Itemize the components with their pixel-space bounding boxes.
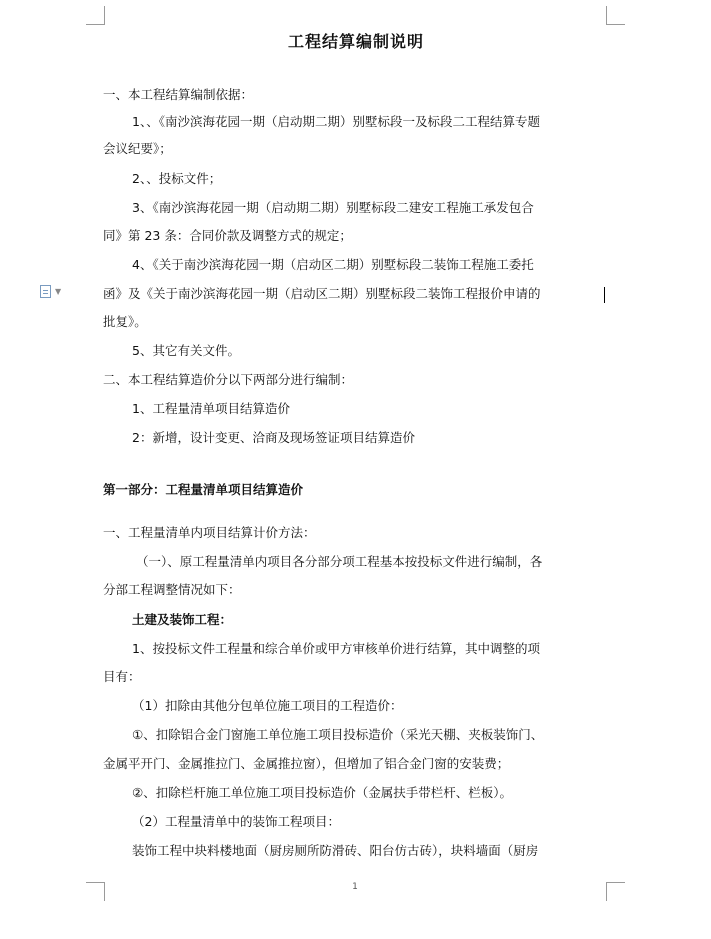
paragraph-line: 5、其它有关文件。 — [132, 343, 240, 358]
paragraph-line: 二、本工程结算造价分以下两部分进行编制： — [103, 372, 354, 387]
paragraph-line: （一）、原工程量清单内项目各分部分项工程基本按投标文件进行编制，各 — [136, 554, 543, 569]
paragraph-line: 4、《关于南沙滨海花园一期（启动区二期）别墅标段二装饰工程施工委托 — [132, 257, 534, 272]
paragraph-line: 3、《南沙滨海花园一期（启动期二期）别墅标段二建安工程施工承发包合 — [132, 200, 534, 215]
page-corner-mark-top-left — [86, 6, 105, 25]
paragraph-line: ①、扣除铝合金门窗施工单位施工项目投标造价（采光天棚、夹板装饰门、 — [132, 727, 544, 742]
paragraph-line: 1、、《南沙滨海花园一期（启动期二期）别墅标段一及标段二工程结算专题 — [132, 114, 540, 129]
page-corner-mark-bottom-right — [606, 882, 625, 901]
paragraph-line: 一、工程量清单内项目结算计价方法： — [103, 525, 316, 540]
paragraph-line: 函》及《关于南沙滨海花园一期（启动区二期）别墅标段二装饰工程报价申请的 — [103, 286, 541, 301]
paragraph-line: 会议纪要》； — [103, 141, 172, 156]
paragraph-line: （1）扣除由其他分包单位施工项目的工程造价： — [132, 698, 403, 713]
paragraph-line: 批复》。 — [103, 314, 147, 329]
paragraph-line: ②、扣除栏杆施工单位施工项目投标造价（金属扶手带栏杆、栏板）。 — [132, 785, 512, 800]
document-icon — [40, 285, 51, 298]
paragraph-line: 1、按投标文件工程量和综合单价或甲方审核单价进行结算，其中调整的项 — [132, 641, 540, 656]
paragraph-line: 1、工程量清单项目结算造价 — [132, 401, 290, 416]
subsection-heading: 土建及装饰工程： — [132, 612, 233, 627]
paragraph-line: 2、、投标文件； — [132, 171, 222, 186]
document-title: 工程结算编制说明 — [287, 33, 424, 51]
paragraph-line: 目有： — [103, 669, 141, 684]
paragraph-line: 金属平开门、金属推拉门、金属推拉窗），但增加了铝合金门窗的安装费； — [103, 756, 510, 771]
paragraph-options-button[interactable] — [40, 285, 70, 299]
text-cursor — [604, 287, 605, 303]
paragraph-line: 2：新增，设计变更、洽商及现场签证项目结算造价 — [132, 430, 415, 445]
page-corner-mark-top-right — [606, 6, 625, 25]
paragraph-line: （2）工程量清单中的装饰工程项目： — [132, 814, 340, 829]
paragraph-line: 分部工程调整情况如下： — [103, 582, 241, 597]
chevron-down-icon: ▼ — [55, 287, 62, 296]
paragraph-line: 同》第 23 条：合同价款及调整方式的规定； — [103, 228, 352, 243]
page-corner-mark-bottom-left — [86, 882, 105, 901]
paragraph-line: 装饰工程中块料楼地面（厨房厕所防滑砖、阳台仿古砖），块料墙面（厨房 — [132, 843, 539, 858]
section-heading: 第一部分：工程量清单项目结算造价 — [103, 482, 304, 497]
paragraph-line: 一、本工程结算编制依据： — [103, 87, 254, 102]
page-number: 1 — [352, 882, 358, 892]
